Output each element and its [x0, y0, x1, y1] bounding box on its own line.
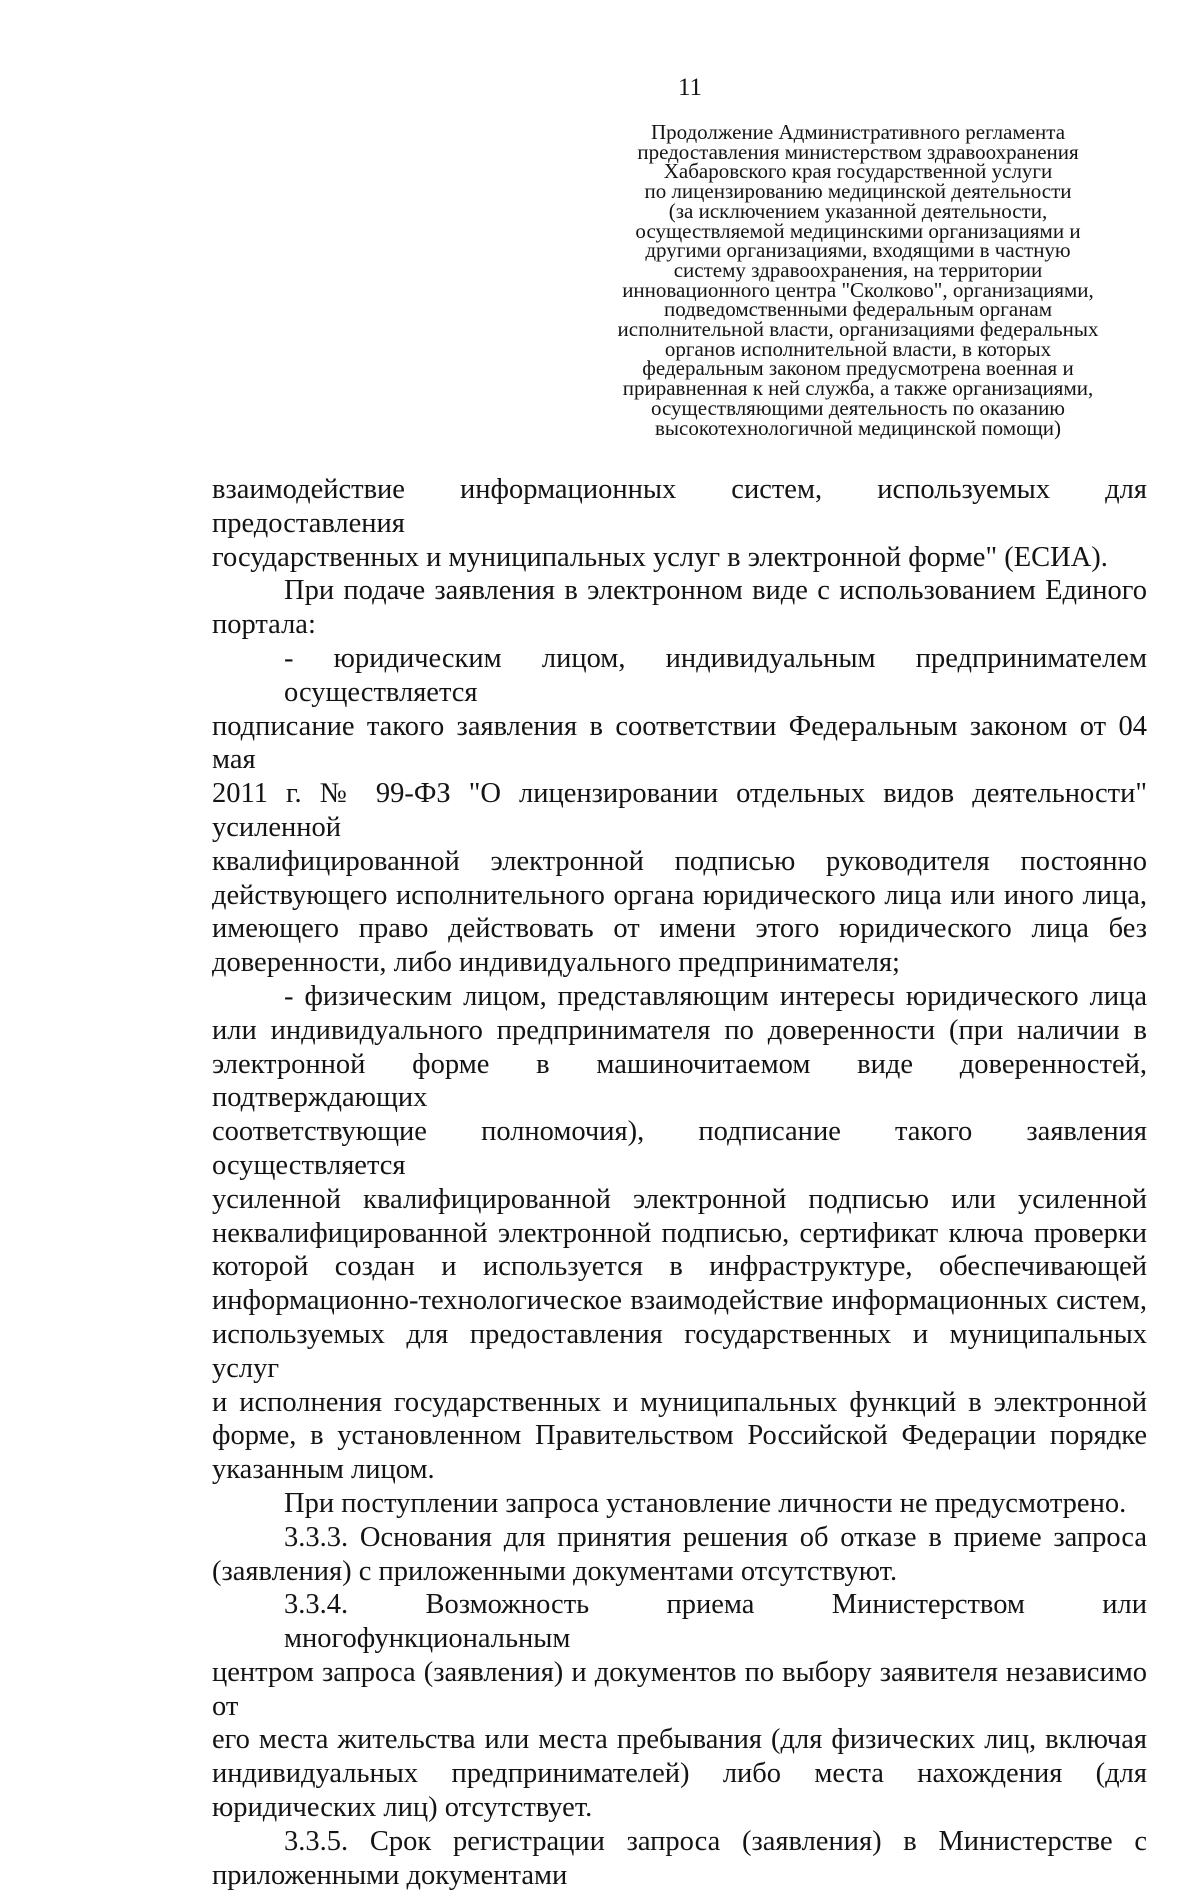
header-line: инновационного центра "Сколково", организациями,	[622, 277, 1094, 302]
body-line: 3.3.5. Срок регистрации запроса (заявления) в Министерстве с	[284, 1825, 1147, 1857]
body-line: неквалифицированной электронной подписью, сертификат ключа проверки	[212, 1217, 1147, 1249]
body-line: электронной форме в машиночитаемом виде доверенностей, подтверждающих	[212, 1048, 1147, 1114]
header-line: систему здравоохранения, на территории	[673, 257, 1043, 282]
body-line: При подаче заявления в электронном виде с использованием Единого	[284, 575, 1147, 607]
body-line: (заявления) с приложенными документами отсутствуют.	[212, 1555, 898, 1587]
header-line: по лицензированию медицинской деятельности	[644, 179, 1072, 204]
body-line: государственных и муниципальных услуг в электронной форме" (ЕСИА).	[212, 541, 1108, 573]
body-line: При поступлении запроса установление личности не предусмотрено.	[284, 1487, 1127, 1519]
header-line: исполнительной власти, организациями федеральных	[617, 317, 1099, 342]
body-line: 3.3.4. Возможность приема Министерством или многофункциональным	[284, 1589, 1147, 1655]
header-line: органов исполнительной власти, в которых	[664, 336, 1052, 361]
body-line: квалифицированной электронной подписью руководителя постоянно	[212, 845, 1147, 877]
body-line: и исполнения государственных и муниципальных функций в электронной	[212, 1386, 1147, 1418]
page-number: 11	[677, 74, 703, 101]
body-line: его места жительства или места пребывания (для физических лиц, включая	[212, 1724, 1147, 1756]
header-line: подведомственными федеральным органам	[663, 297, 1053, 322]
header-line: другими организациями, входящими в частную	[645, 238, 1071, 263]
body-line: или индивидуального предпринимателя по доверенности (при наличии в	[212, 1014, 1147, 1046]
body-line: доверенности, либо индивидуального предпринимателя;	[212, 947, 900, 979]
body-line: соответствующие полномочия), подписание такого заявления осуществляется	[212, 1116, 1147, 1181]
header-line: высокотехнологичной медицинской помощи)	[655, 415, 1061, 440]
body-line: используемых для предоставления государственных и муниципальных услуг	[212, 1318, 1147, 1384]
header-line: федеральным законом предусмотрена военная и	[642, 356, 1074, 381]
body-line: взаимодействие информационных систем, используемых для предоставления	[212, 474, 1147, 539]
body-line: подписание такого заявления в соответствии Федеральным законом от 04 мая	[212, 710, 1147, 776]
regulation-header	[578, 120, 1138, 440]
body-line: юридических лиц) отсутствует.	[212, 1792, 593, 1824]
header-line: Хабаровского края государственной услуги	[663, 159, 1053, 184]
body-line: форме, в установленном Правительством Российской Федерации порядке	[212, 1420, 1147, 1452]
body-text	[212, 473, 1147, 1892]
body-line: центром запроса (заявления) и документов по выбору заявителя независимо от	[212, 1656, 1147, 1722]
body-line: - юридическим лицом, индивидуальным предпринимателем осуществляется	[284, 642, 1147, 708]
body-line: которой создан и используется в инфраструктуре, обеспечивающей	[212, 1251, 1147, 1283]
header-line: предоставления министерством здравоохранения	[637, 139, 1079, 164]
header-line: (за исключением указанной деятельности,	[668, 198, 1048, 223]
body-line: указанным лицом.	[212, 1454, 435, 1486]
body-line: 3.3.3. Основания для принятия решения об отказе в приеме запроса	[284, 1521, 1147, 1553]
header-line: осуществляющими деятельность по оказанию	[650, 395, 1065, 420]
body-line: усиленной квалифицированной электронной подписью или усиленной	[212, 1183, 1147, 1215]
body-line: имеющего право действовать от имени этого юридического лица без	[212, 913, 1147, 945]
header-line: Продолжение Административного регламента	[650, 120, 1066, 144]
header-line: осуществляемой медицинскими организациями и	[635, 218, 1081, 243]
body-line: приложенными документами	[212, 1859, 568, 1891]
header-line: приравненная к ней служба, а также организациями,	[622, 376, 1094, 401]
body-line: портала:	[212, 609, 316, 641]
body-line: 2011 г. № 99-ФЗ "О лицензировании отдельных видов деятельности" усиленной	[212, 778, 1147, 843]
body-line: - физическим лицом, представляющим интересы юридического лица	[284, 980, 1147, 1012]
body-line: индивидуальных предпринимателей) либо места нахождения (для	[212, 1758, 1147, 1790]
body-line: действующего исполнительного органа юридического лица или иного лица,	[212, 879, 1147, 911]
body-line: информационно-технологическое взаимодействие информационных систем,	[212, 1285, 1147, 1317]
